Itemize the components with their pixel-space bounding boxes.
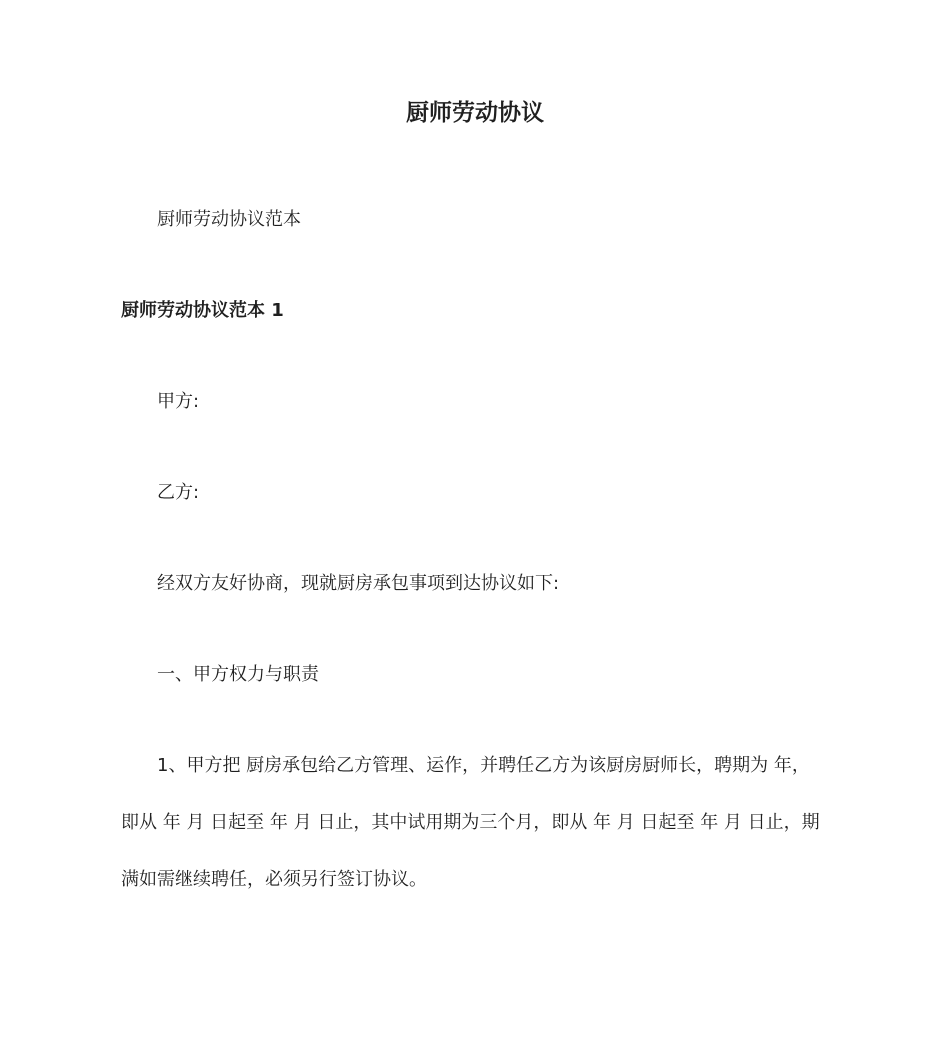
clause-1-line-3: 满如需继续聘任，必须另行签订协议。 (121, 869, 427, 890)
party-b-label: 乙方: (157, 482, 200, 503)
intro-paragraph: 经双方友好协商，现就厨房承包事项到达协议如下: (157, 573, 560, 594)
document-title: 厨师劳动协议 (406, 100, 544, 126)
clause-heading: 一、甲方权力与职责 (157, 664, 319, 685)
clause-1-line-2: 即从 年 月 日起至 年 月 日止，其中试用期为三个月，即从 年 月 日起至 年 月 日止，期 (121, 812, 820, 833)
document-subtitle: 厨师劳动协议范本 (157, 209, 301, 230)
clause-1-line-1: 1、甲方把 厨房承包给乙方管理、运作，并聘任乙方为该厨房厨师长，聘期为 年， (157, 755, 810, 776)
section-heading: 厨师劳动协议范本 1 (121, 300, 284, 321)
party-a-label: 甲方: (157, 391, 200, 412)
